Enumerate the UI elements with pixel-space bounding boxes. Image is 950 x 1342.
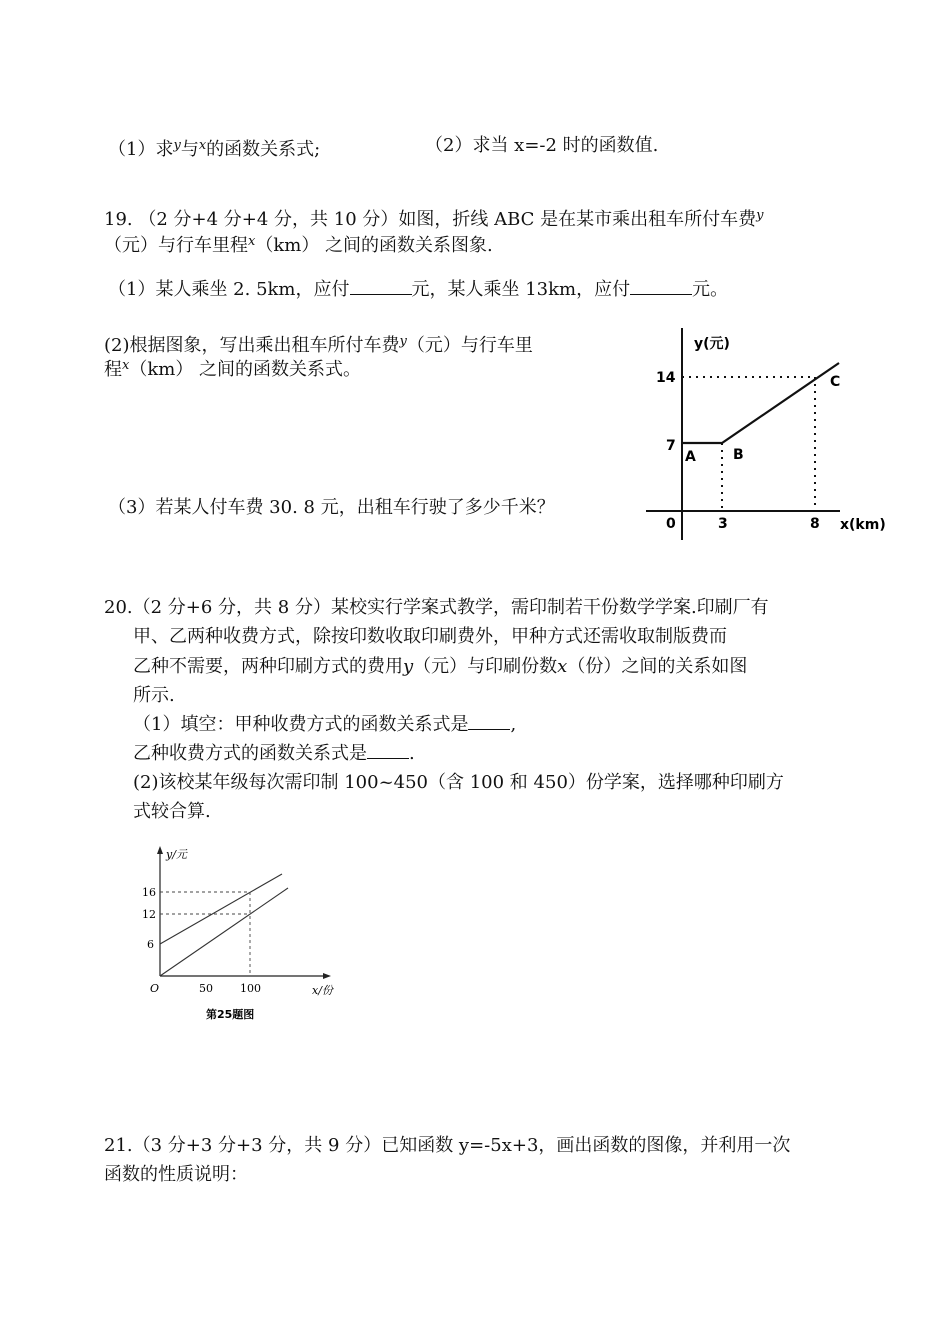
y-tick-label: 16	[142, 886, 156, 899]
y-axis-label: y(元)	[694, 336, 730, 352]
q20-part1-second: 乙种收费方式的函数关系式是 .	[133, 743, 415, 764]
answer-blank[interactable]	[630, 278, 692, 295]
printing-cost-graph	[140, 840, 370, 1030]
q20-line3: 乙种不需要，两种印刷方式的费用y（元）与印刷份数x（份）之间的关系如图	[133, 656, 748, 677]
origin-label: 0	[666, 516, 676, 532]
fare-polyline	[682, 363, 839, 443]
q19-header-line2: （元）与行车里程$^x$（km） 之间的函数关系图象.	[104, 234, 493, 256]
y-axis-arrow	[157, 846, 163, 854]
q19-part1: （1）某人乘坐 2. 5km，应付 元，某人乘坐 13km，应付 元。	[108, 279, 729, 300]
y-tick-label: 6	[147, 938, 154, 951]
point-label-b: B	[733, 447, 744, 463]
q20-part2-line1: (2)该校某年级每次需印制 100~450（含 100 和 450）份学案，选择哪种印刷方	[133, 772, 784, 793]
y-axis-label: y/元	[166, 848, 187, 861]
x-tick-label: 50	[199, 982, 213, 995]
x-tick-label: 8	[810, 516, 820, 532]
answer-blank[interactable]	[468, 713, 510, 730]
q19-part2-line1: (2)根据图象，写出乘出租车所付车费$^y$（元）与行车里	[104, 334, 533, 356]
y-tick-label: 7	[666, 438, 676, 454]
q19-header-line1: 19. （2 分+4 分+4 分，共 10 分）如图，折线 ABC 是在某市乘出租车所付车费$^y$	[104, 208, 764, 230]
answer-blank[interactable]	[367, 742, 409, 759]
origin-label: O	[150, 982, 160, 995]
y-tick-label: 12	[142, 908, 156, 921]
point-label-c: C	[830, 374, 841, 390]
q20-line4: 所示.	[133, 685, 175, 706]
answer-blank[interactable]	[350, 278, 412, 295]
q20-line1: 20.（2 分+6 分，共 8 分）某校实行学案式教学，需印制若干份数学学案.印刷厂有	[104, 597, 769, 618]
q18-part2: （2）求当 x=-2 时的函数值.	[425, 135, 659, 156]
q20-part1: （1）填空：甲种收费方式的函数关系式是 ,	[133, 714, 517, 735]
x-axis-label: x(km)	[840, 517, 886, 533]
x-tick-label: 3	[718, 516, 728, 532]
series-line-yi	[160, 888, 288, 976]
q20-line2: 甲、乙两种收费方式，除按印数收取印刷费外，甲种方式还需收取制版费而	[133, 626, 727, 647]
q21-line2: 函数的性质说明：	[104, 1164, 248, 1185]
y-tick-label: 14	[656, 370, 676, 386]
x-axis-arrow	[323, 973, 331, 979]
q20-part2-line2: 式较合算.	[133, 801, 211, 822]
figure-caption: 第25题图	[206, 1008, 255, 1021]
x-axis-label: x/份	[312, 984, 333, 997]
x-tick-label: 100	[240, 982, 261, 995]
q18-part1: （1）求$^y$与$^x$的函数关系式;	[108, 138, 321, 160]
q19-part3: （3）若某人付车费 30. 8 元，出租车行驶了多少千米？	[108, 497, 555, 518]
q21-line1: 21.（3 分+3 分+3 分，共 9 分）已知函数 y=-5x+3，画出函数的图像，并利用一次	[104, 1135, 791, 1156]
q19-part2-line2: 程$^x$（km） 之间的函数关系式。	[104, 358, 362, 380]
taxi-fare-graph	[640, 320, 900, 550]
point-label-a: A	[685, 449, 696, 465]
